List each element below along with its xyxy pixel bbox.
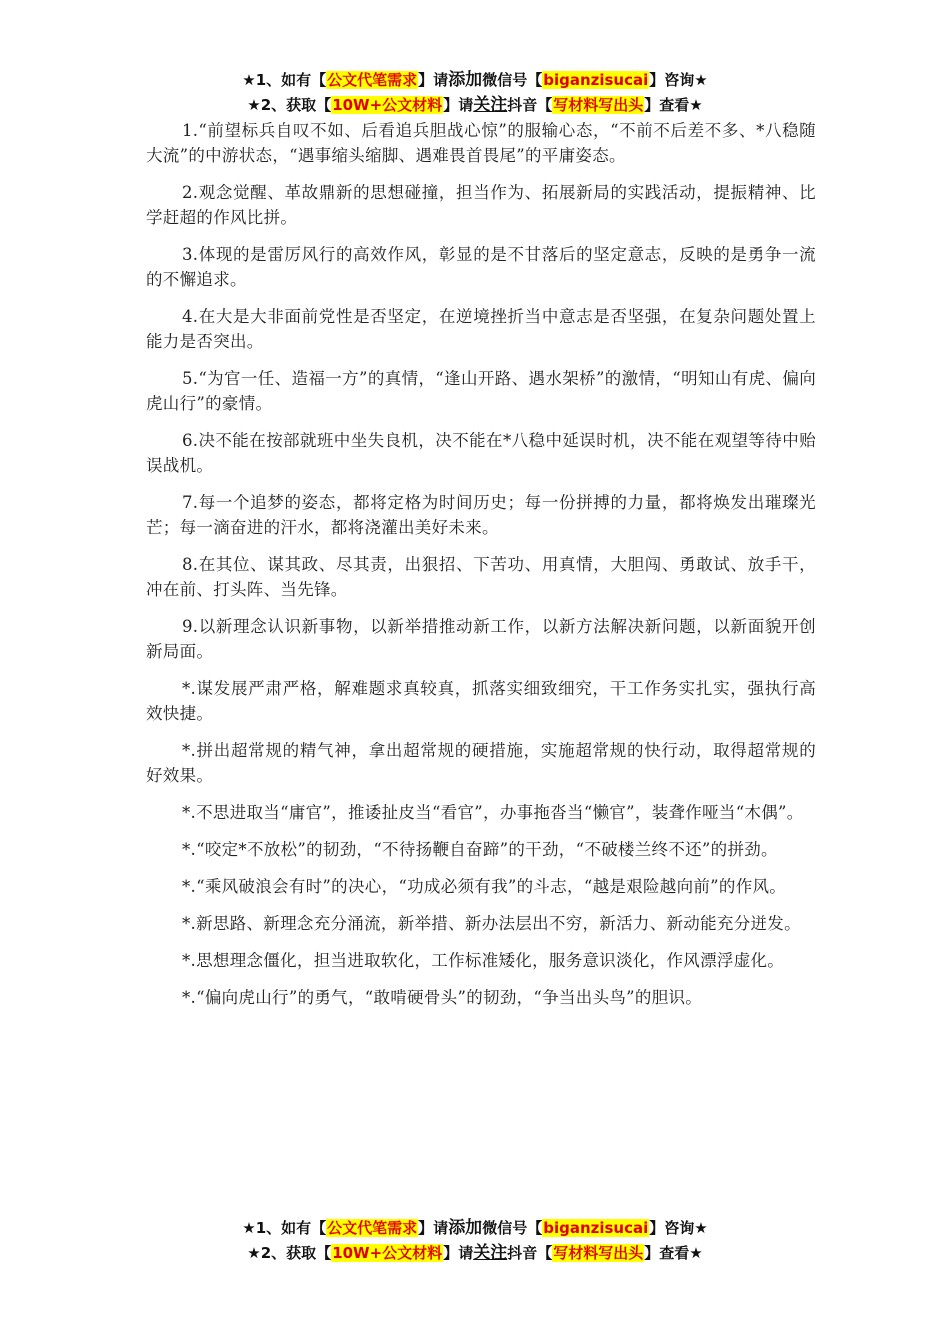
paragraph: *.新思路、新理念充分涌流，新举措、新办法层出不穷，新活力、新动能充分迸发。: [182, 914, 801, 933]
highlight-wechat-id: biganzisucai: [543, 71, 649, 89]
paragraph: *.拼出超常规的精气神，拿出超常规的硬措施，实施超常规的快行动，取得超常规的好效果。: [146, 741, 816, 785]
document-body: [146, 118, 816, 1022]
footer-line-2: ★2、获取【10W+公文材料】请关注抖音【写材料写出头】查看★: [247, 1243, 703, 1263]
highlight-service: 公文代笔需求: [327, 1219, 418, 1237]
highlight-materials: 10W+公文材料: [332, 1244, 443, 1262]
highlight-douyin-account: 写材料写出头: [553, 1244, 644, 1262]
paragraph: *.不思进取当“庸官”，推诿扯皮当“看官”，办事拖沓当“懒官”，装聋作哑当“木偶”。: [182, 803, 804, 822]
highlight-douyin-account: 写材料写出头: [553, 96, 644, 114]
highlight-materials: 10W+公文材料: [332, 96, 443, 114]
paragraph: 5.“为官一任、造福一方”的真情，“逢山开路、遇水架桥”的激情，“明知山有虎、偏向虎山行”的豪情。: [146, 369, 816, 413]
paragraph: *.“乘风破浪会有时”的决心，“功成必须有我”的斗志，“越是艰险越向前”的作风。: [182, 877, 787, 896]
footer-banner: [0, 1216, 950, 1266]
paragraph: 8.在其位、谋其政、尽其责，出狠招、下苦功、用真情，大胆闯、勇敢试、放手干，冲在前、打头阵、当先锋。: [146, 555, 816, 599]
highlight-wechat-id: biganzisucai: [543, 1219, 649, 1237]
paragraph: 4.在大是大非面前党性是否坚定，在逆境挫折当中意志是否坚强，在复杂问题处置上能力是否突出。: [146, 307, 816, 351]
paragraph: 1.“前望标兵自叹不如、后看追兵胆战心惊”的服输心态，“不前不后差不多、*八稳随大流”的中游状态，“遇事缩头缩脚、遇难畏首畏尾”的平庸姿态。: [146, 121, 816, 165]
paragraph: *.谋发展严肃严格，解难题求真较真，抓落实细致细究，干工作务实扎实，强执行高效快捷。: [146, 679, 816, 723]
header-banner: [0, 68, 950, 118]
footer-line-1: ★1、如有【公文代笔需求】请添加微信号【biganzisucai】咨询★: [242, 1218, 708, 1238]
paragraph: 7.每一个追梦的姿态，都将定格为时间历史；每一份拼搏的力量，都将焕发出璀璨光芒；每一滴奋进的汗水，都将浇灌出美好未来。: [146, 493, 816, 537]
paragraph: *.思想理念僵化，担当进取软化，工作标准矮化，服务意识淡化，作风漂浮虚化。: [182, 951, 785, 970]
header-line-2: ★2、获取【10W+公文材料】请关注抖音【写材料写出头】查看★: [247, 95, 703, 115]
paragraph: 6.决不能在按部就班中坐失良机，决不能在*八稳中延误时机，决不能在观望等待中贻误战机。: [146, 431, 816, 475]
paragraph: *.“咬定*不放松”的韧劲，“不待扬鞭自奋蹄”的干劲，“不破楼兰终不还”的拼劲。: [182, 840, 778, 859]
paragraph: 3.体现的是雷厉风行的高效作风，彰显的是不甘落后的坚定意志，反映的是勇争一流的不懈追求。: [146, 245, 816, 289]
header-line-1: ★1、如有【公文代笔需求】请添加微信号【biganzisucai】咨询★: [242, 70, 708, 90]
paragraph: 9.以新理念认识新事物，以新举措推动新工作，以新方法解决新问题，以新面貌开创新局面。: [146, 617, 816, 661]
paragraph: 2.观念觉醒、革故鼎新的思想碰撞，担当作为、拓展新局的实践活动，提振精神、比学赶超的作风比拼。: [146, 183, 816, 227]
highlight-service: 公文代笔需求: [327, 71, 418, 89]
paragraph: *.“偏向虎山行”的勇气，“敢啃硬骨头”的韧劲，“争当出头鸟”的胆识。: [182, 988, 703, 1007]
